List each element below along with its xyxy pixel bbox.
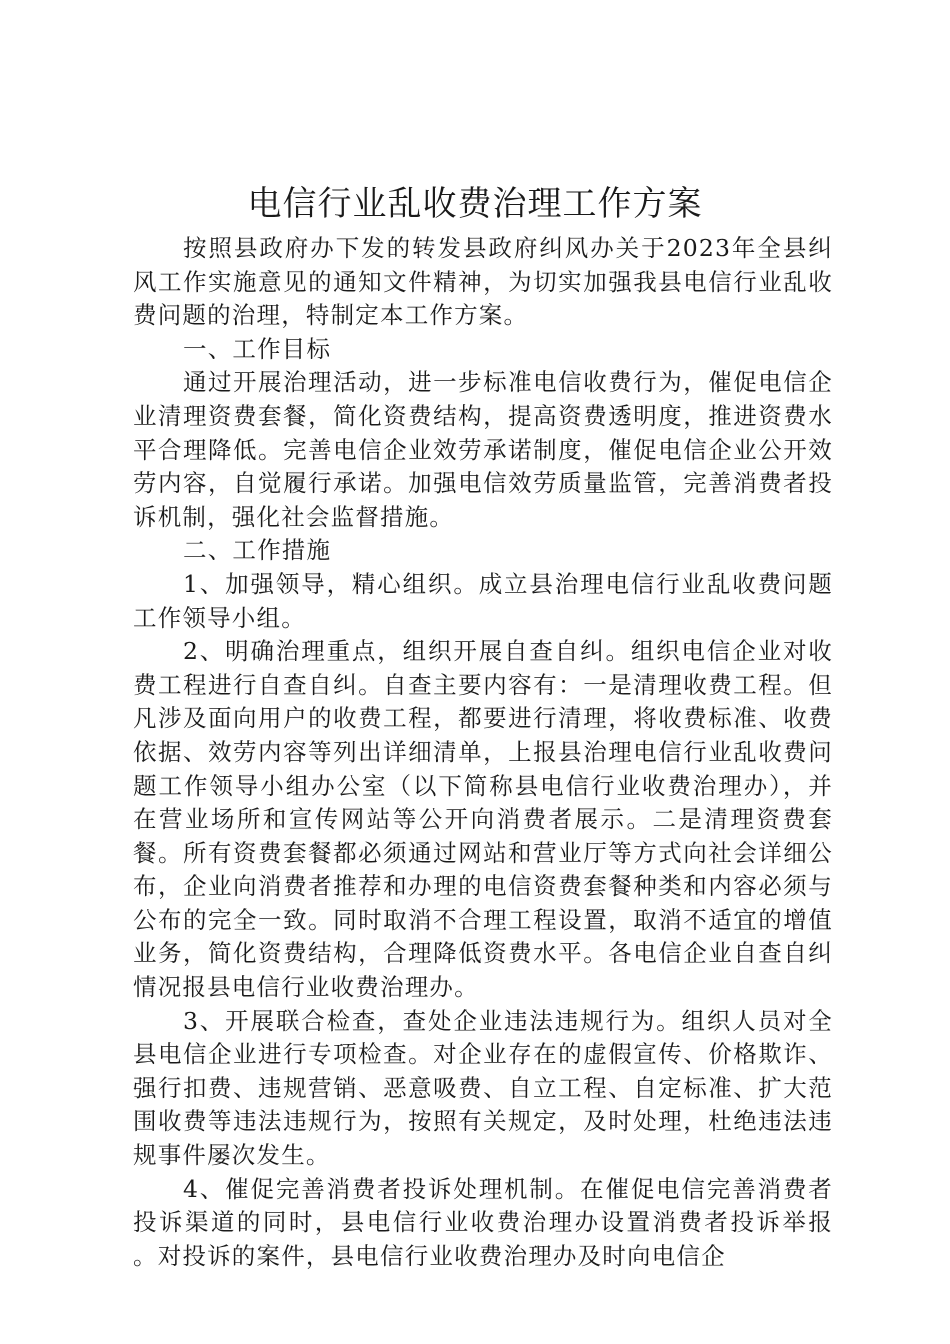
intro-paragraph: 按照县政府办下发的转发县政府纠风办关于2023年全县纠风工作实施意见的通知文件精神，为切实加强我县电信行业乱收费问题的治理，特制定本工作方案。	[133, 234, 833, 330]
measure-2-paragraph: 2、明确治理重点，组织开展自查自纠。组织电信企业对收费工程进行自查自纠。自查主要内容有：一是清理收费工程。但凡涉及面向用户的收费工程，都要进行清理，将收费标准、收费依据、效劳内容等列出详细清单，上报县治理电信行业乱收费问题工作领导小组办公室（以下简称县电信行业收费治理办），并在营业场所和宣传网站等公开向消费者展示。二是清理资费套餐。所有资费套餐都必须通过网站和营业厅等方式向社会详细公布，企业向消费者推荐和办理的电信资费套餐种类和内容必须与公布的完全一致。同时取消不合理工程设置，取消不适宜的增值业务，简化资费结构，合理降低资费水平。各电信企业自查自纠情况报县电信行业收费治理办。	[133, 637, 833, 1002]
measure-4-paragraph: 4、催促完善消费者投诉处理机制。在催促电信完善消费者投诉渠道的同时，县电信行业收费治理办设置消费者投诉举报 。对投诉的案件，县电信行业收费治理办及时向电信企	[133, 1174, 883, 1270]
measure-1-paragraph: 1、加强领导，精心组织。成立县治理电信行业乱收费问题工作领导小组。	[133, 569, 833, 632]
document-body	[133, 232, 883, 1273]
section-heading-goals: 一、工作目标	[183, 334, 332, 363]
document-title: 电信行业乱收费治理工作方案	[247, 184, 703, 224]
measure-3-paragraph: 3、开展联合检查，查处企业违法违规行为。组织人员对全县电信企业进行专项检查。对企业存在的虚假宣传、价格欺诈、强行扣费、违规营销、恶意吸费、自立工程、自定标准、扩大范围收费等违法违规行为，按照有关规定，及时处理，杜绝违法违规事件屡次发生。	[133, 1006, 833, 1170]
goals-paragraph: 通过开展治理活动，进一步标准电信收费行为，催促电信企业清理资费套餐，简化资费结构，提高资费透明度，推进资费水平合理降低。完善电信企业效劳承诺制度，催促电信企业公开效劳内容，自觉履行承诺。加强电信效劳质量监管，完善消费者投诉机制，强化社会监督措施。	[133, 368, 833, 531]
section-heading-measures: 二、工作措施	[183, 536, 332, 565]
